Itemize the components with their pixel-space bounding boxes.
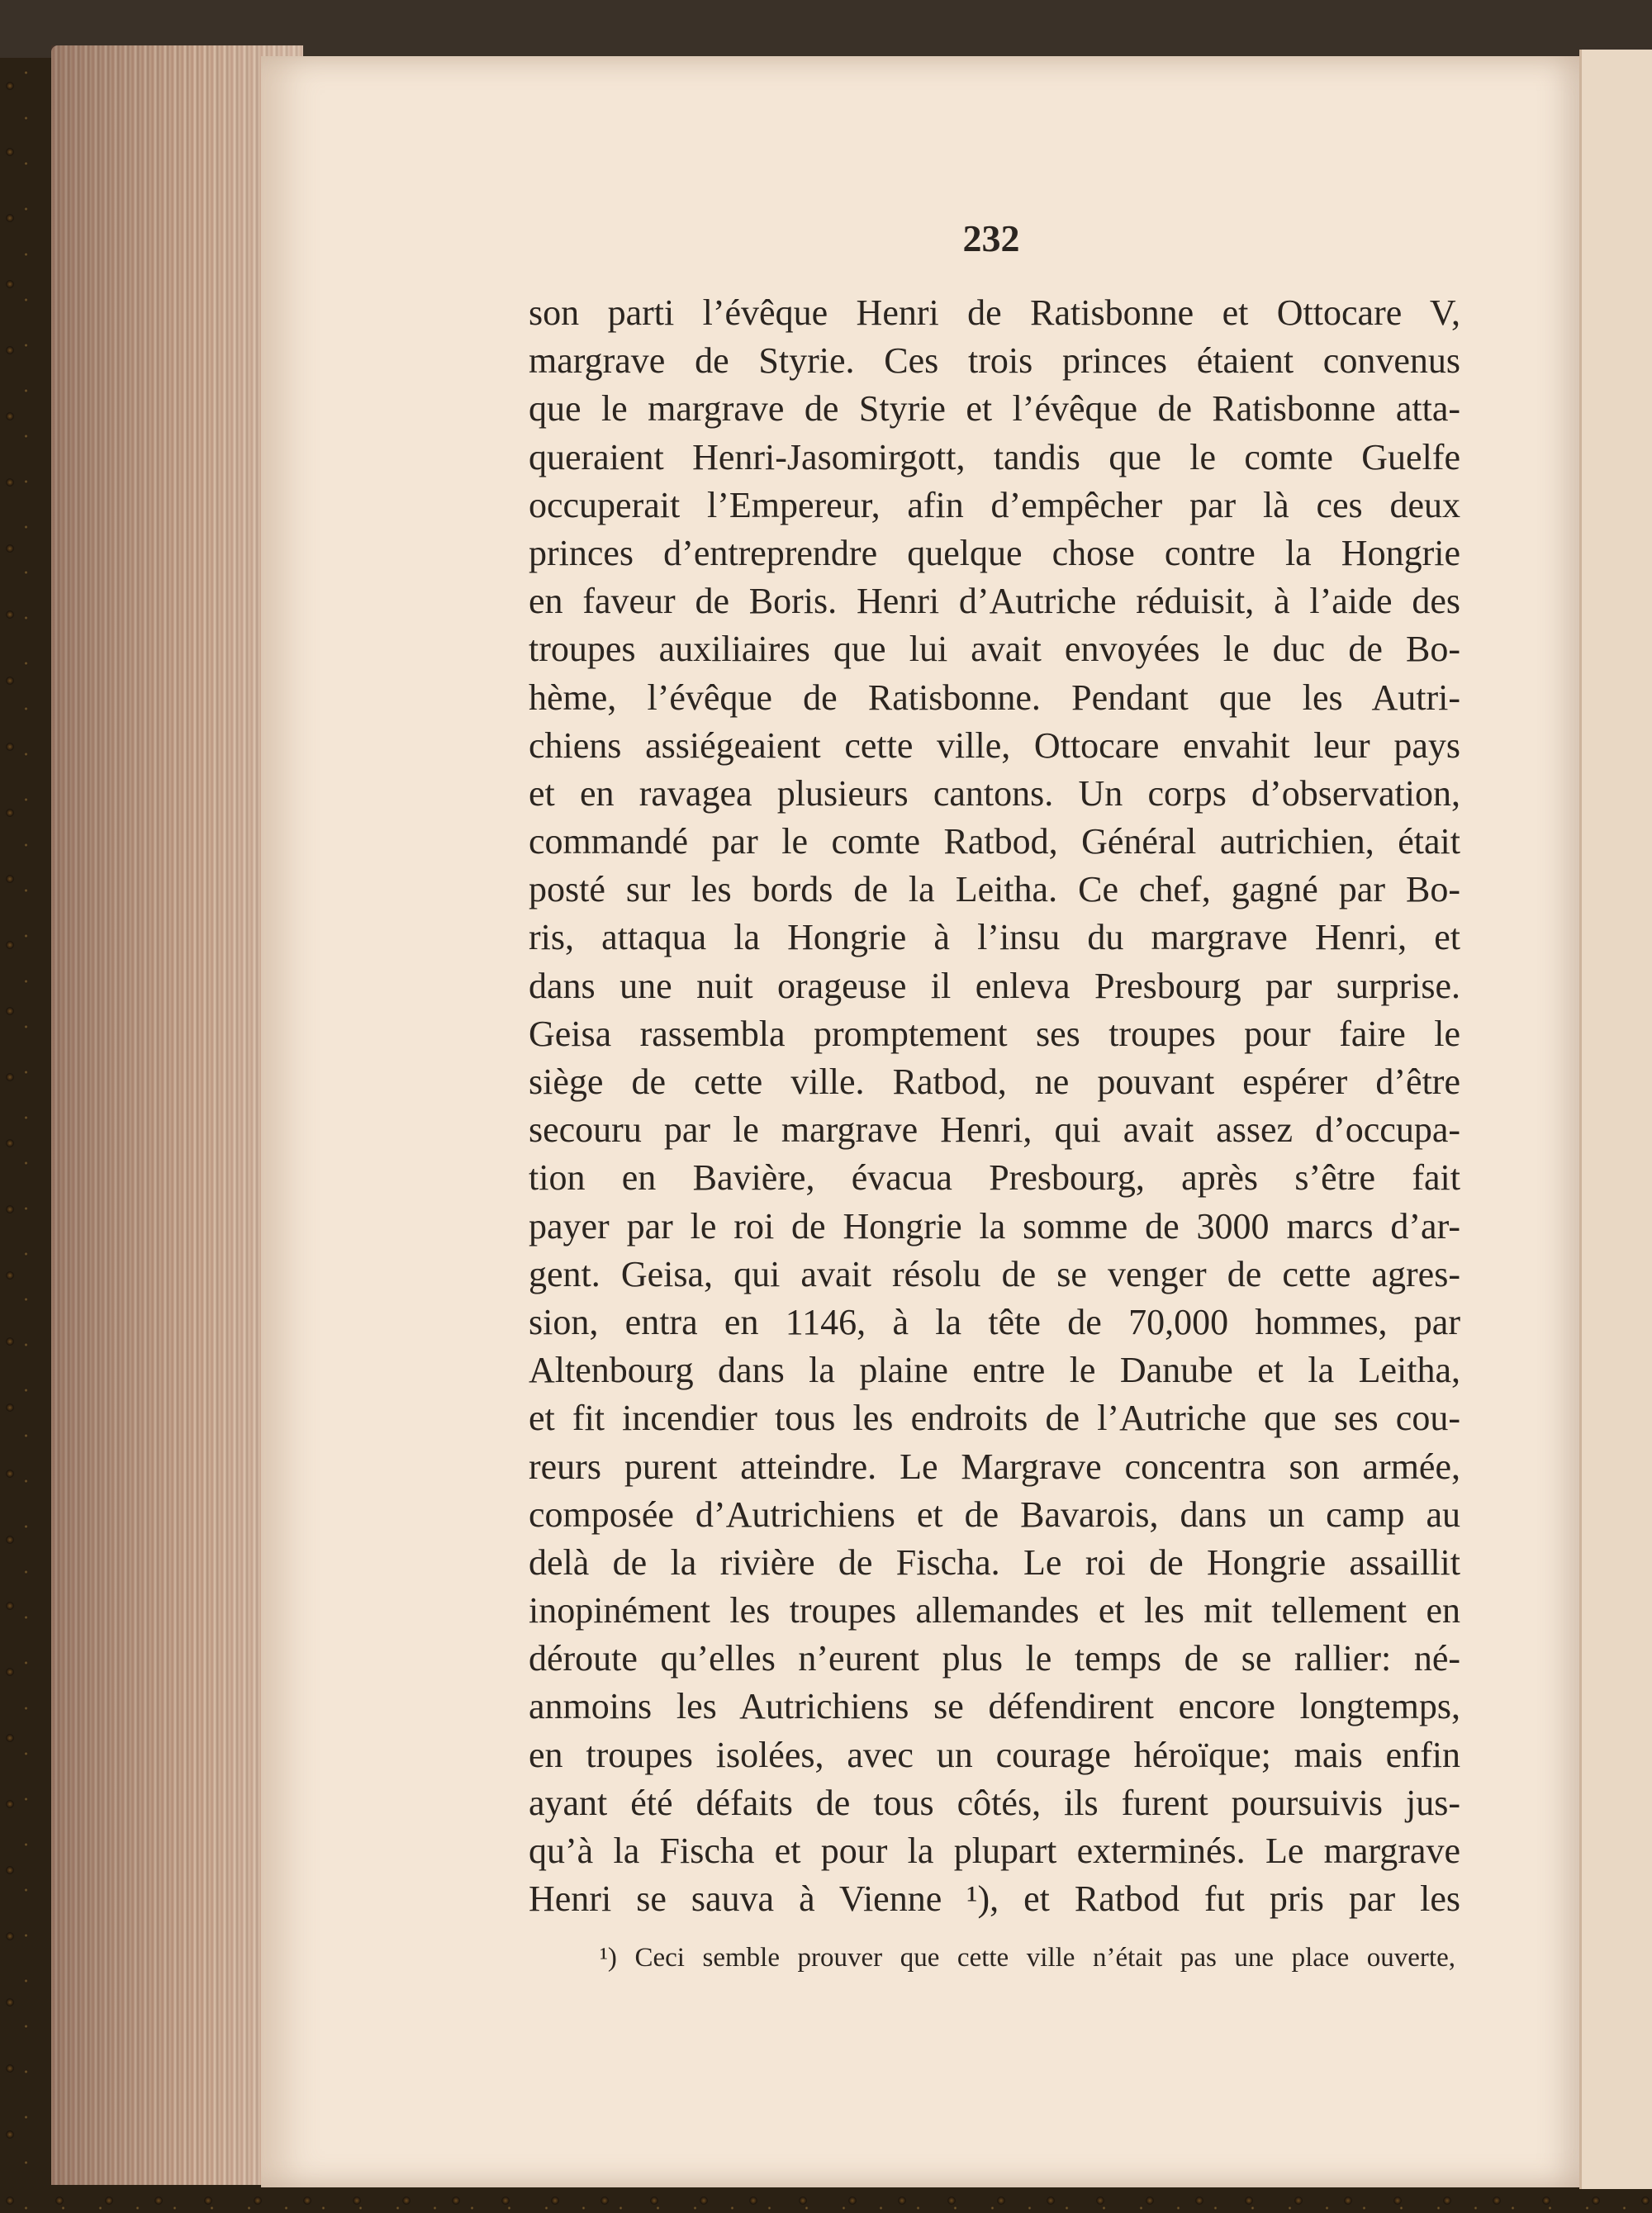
text-line: occuperait l’Empereur, afin d’empêcher par là ces deux — [529, 484, 1460, 525]
text-line: delà de la rivière de Fischa. Le roi de Hongrie assaillit — [529, 1541, 1460, 1583]
text-line: reurs purent atteindre. Le Margrave concentra son armée, — [529, 1446, 1460, 1487]
text-line: margrave de Styrie. Ces trois princes étaient convenus — [529, 340, 1460, 382]
text-line: déroute qu’elles n’eurent plus le temps de se rallier: né- — [529, 1638, 1460, 1679]
text-line: secouru par le margrave Henri, qui avait assez d’occupa- — [529, 1109, 1460, 1151]
text-line: ayant été défaits de tous côtés, ils furent poursuivis jus- — [529, 1782, 1460, 1823]
text-line: en troupes isolées, avec un courage héroïque; mais enfin — [529, 1734, 1460, 1775]
facing-page-edge — [1579, 50, 1652, 2189]
text-line: en faveur de Boris. Henri d’Autriche réduisit, à l’aide des — [529, 581, 1460, 622]
text-line: que le margrave de Styrie et l’évêque de Ratisbonne atta- — [529, 388, 1460, 430]
text-line: chiens assiégeaient cette ville, Ottocare envahit leur pays — [529, 724, 1460, 766]
text-line: Henri se sauva à Vienne ¹), et Ratbod fut pris par les — [529, 1878, 1460, 1920]
text-line: gent. Geisa, qui avait résolu de se venger de cette agres- — [529, 1253, 1460, 1294]
text-line: queraient Henri-Jasomirgott, tandis que le comte Guelfe — [529, 436, 1460, 477]
text-line: inopinément les troupes allemandes et les mit tellement en — [529, 1590, 1460, 1631]
page-number: 232 — [962, 217, 1020, 259]
text-line: Geisa rassembla promptement ses troupes pour faire le — [529, 1013, 1460, 1054]
text-line: hème, l’évêque de Ratisbonne. Pendant que les Autri- — [529, 677, 1460, 718]
text-line: anmoins les Autrichiens se défendirent encore longtemps, — [529, 1686, 1460, 1727]
text-line: dans une nuit orageuse il enleva Presbourg par surprise. — [529, 965, 1460, 1006]
text-line: qu’à la Fischa et pour la plupart exterminés. Le margrave — [529, 1831, 1460, 1871]
text-line: siège de cette ville. Ratbod, ne pouvant espérer d’être — [529, 1061, 1460, 1102]
text-line: commandé par le comte Ratbod, Général autrichien, était — [529, 821, 1460, 862]
text-line: Altenbourg dans la plaine entre le Danube et la Leitha, — [529, 1350, 1460, 1391]
text-line: et fit incendier tous les endroits de l’Autriche que ses cou- — [529, 1398, 1460, 1439]
text-line: son parti l’évêque Henri de Ratisbonne et Ottocare V, — [529, 292, 1460, 333]
body-text — [529, 289, 1460, 1923]
text-line: princes d’entreprendre quelque chose contre la Hongrie — [529, 532, 1460, 573]
text-line: posté sur les bords de la Leitha. Ce chef, gagné par Bo- — [529, 869, 1460, 910]
text-line: composée d’Autrichiens et de Bavarois, dans un camp au — [529, 1494, 1460, 1535]
text-line: sion, entra en 1146, à la tête de 70,000 hommes, par — [529, 1301, 1460, 1342]
text-line: payer par le roi de Hongrie la somme de 3000 marcs d’ar- — [529, 1205, 1460, 1247]
text-line: tion en Bavière, évacua Presbourg, après s’être fait — [529, 1157, 1460, 1199]
text-line: et en ravagea plusieurs cantons. Un corps d’observation, — [529, 772, 1460, 814]
text-line: ris, attaqua la Hongrie à l’insu du margrave Henri, et — [529, 917, 1460, 958]
footnote: ¹) Ceci semble prouver que cette ville n’était pas une place ouverte, — [600, 1943, 1455, 1973]
text-line: troupes auxiliaires que lui avait envoyées le duc de Bo- — [529, 629, 1460, 670]
